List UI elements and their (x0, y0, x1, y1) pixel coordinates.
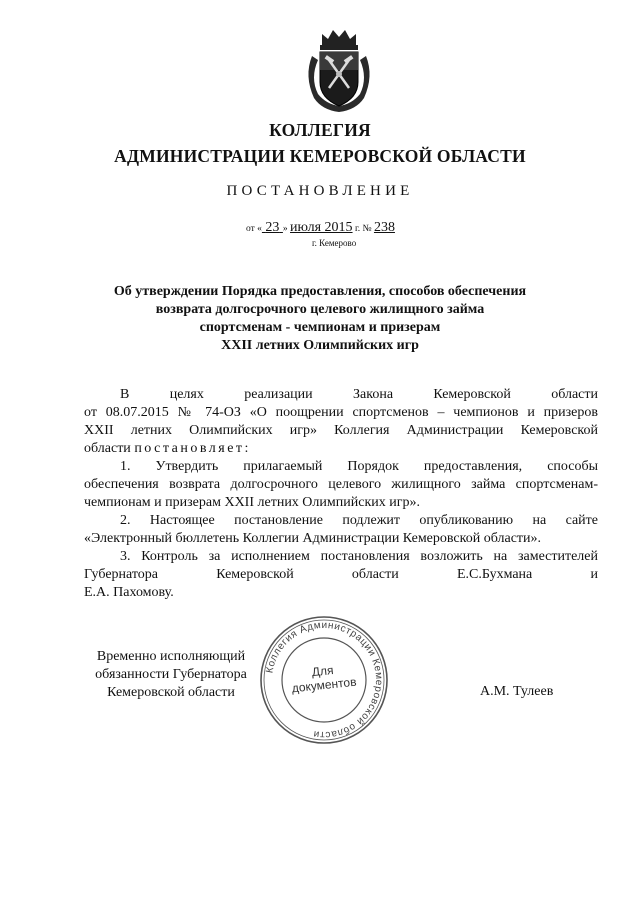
org-name-line2: АДМИНИСТРАЦИИ КЕМЕРОВСКОЙ ОБЛАСТИ (114, 146, 526, 166)
date-prefix: от « (246, 224, 262, 234)
document-type: ПОСТАНОВЛЕНИЕ (226, 183, 414, 199)
body-line: от 08.07.2015 № 74-ОЗ «О поощрении спортсменов – чемпионов и призеров (84, 405, 598, 420)
org-name-line1: КОЛЛЕГИЯ (269, 120, 371, 140)
title-line4: XXII летних Олимпийских игр (221, 338, 419, 353)
body-line: чемпионам и призерам XXII летних Олимпийских игр». (84, 495, 420, 510)
body-line: В целях реализации Закона Кемеровской области (120, 387, 598, 402)
coat-of-arms-icon (298, 26, 380, 116)
title-line1: Об утверждении Порядка предоставления, способов обеспечения (113, 284, 527, 299)
body-line: области постановляет: (84, 441, 251, 456)
signature-title-line1: Временно исполняющий (96, 649, 246, 664)
date-year-suffix: г. № (354, 224, 372, 234)
svg-text:Коллегия Администрации Кемеров: Коллегия Администрации Кемеровской области (264, 619, 385, 741)
document-number: 238 (373, 220, 395, 235)
body-line: «Электронный бюллетень Коллегии Администрации Кемеровской области». (84, 531, 542, 546)
body-line: Губернатора Кемеровской области Е.С.Бухмана и (84, 567, 598, 582)
body-line: 2. Настоящее постановление подлежит опубликованию на сайте (120, 513, 598, 528)
body-line: XXII летних Олимпийских игр» Коллегия Администрации Кемеровской (84, 423, 598, 438)
signatory-name: А.М. Тулеев (480, 684, 554, 699)
date-mid: » (282, 224, 288, 234)
city: г. Кемерово (312, 238, 357, 248)
signature-title-line3: Кемеровской области (107, 685, 235, 700)
title-line3: спортсменам - чемпионам и призерам (199, 320, 441, 335)
body-line: обеспечения возврата долгосрочного целевого жилищного займа спортсменам- (84, 477, 598, 492)
stamp-center-text: Для документов (291, 662, 358, 696)
title-line2: возврата долгосрочного целевого жилищного займа (155, 302, 485, 317)
date-month-year: июля 2015 (290, 220, 353, 235)
date-day: 23 (265, 220, 280, 235)
body-line: 3. Контроль за исполнением постановления возложить на заместителей (120, 549, 598, 564)
body-line: 1. Утвердить прилагаемый Порядок предоставления, способы (120, 459, 598, 474)
resolves-word: постановляет: (134, 441, 251, 456)
body-line: Е.А. Пахомову. (84, 585, 174, 600)
date-line (246, 220, 395, 236)
signature-title-line2: обязанности Губернатора (95, 667, 247, 682)
